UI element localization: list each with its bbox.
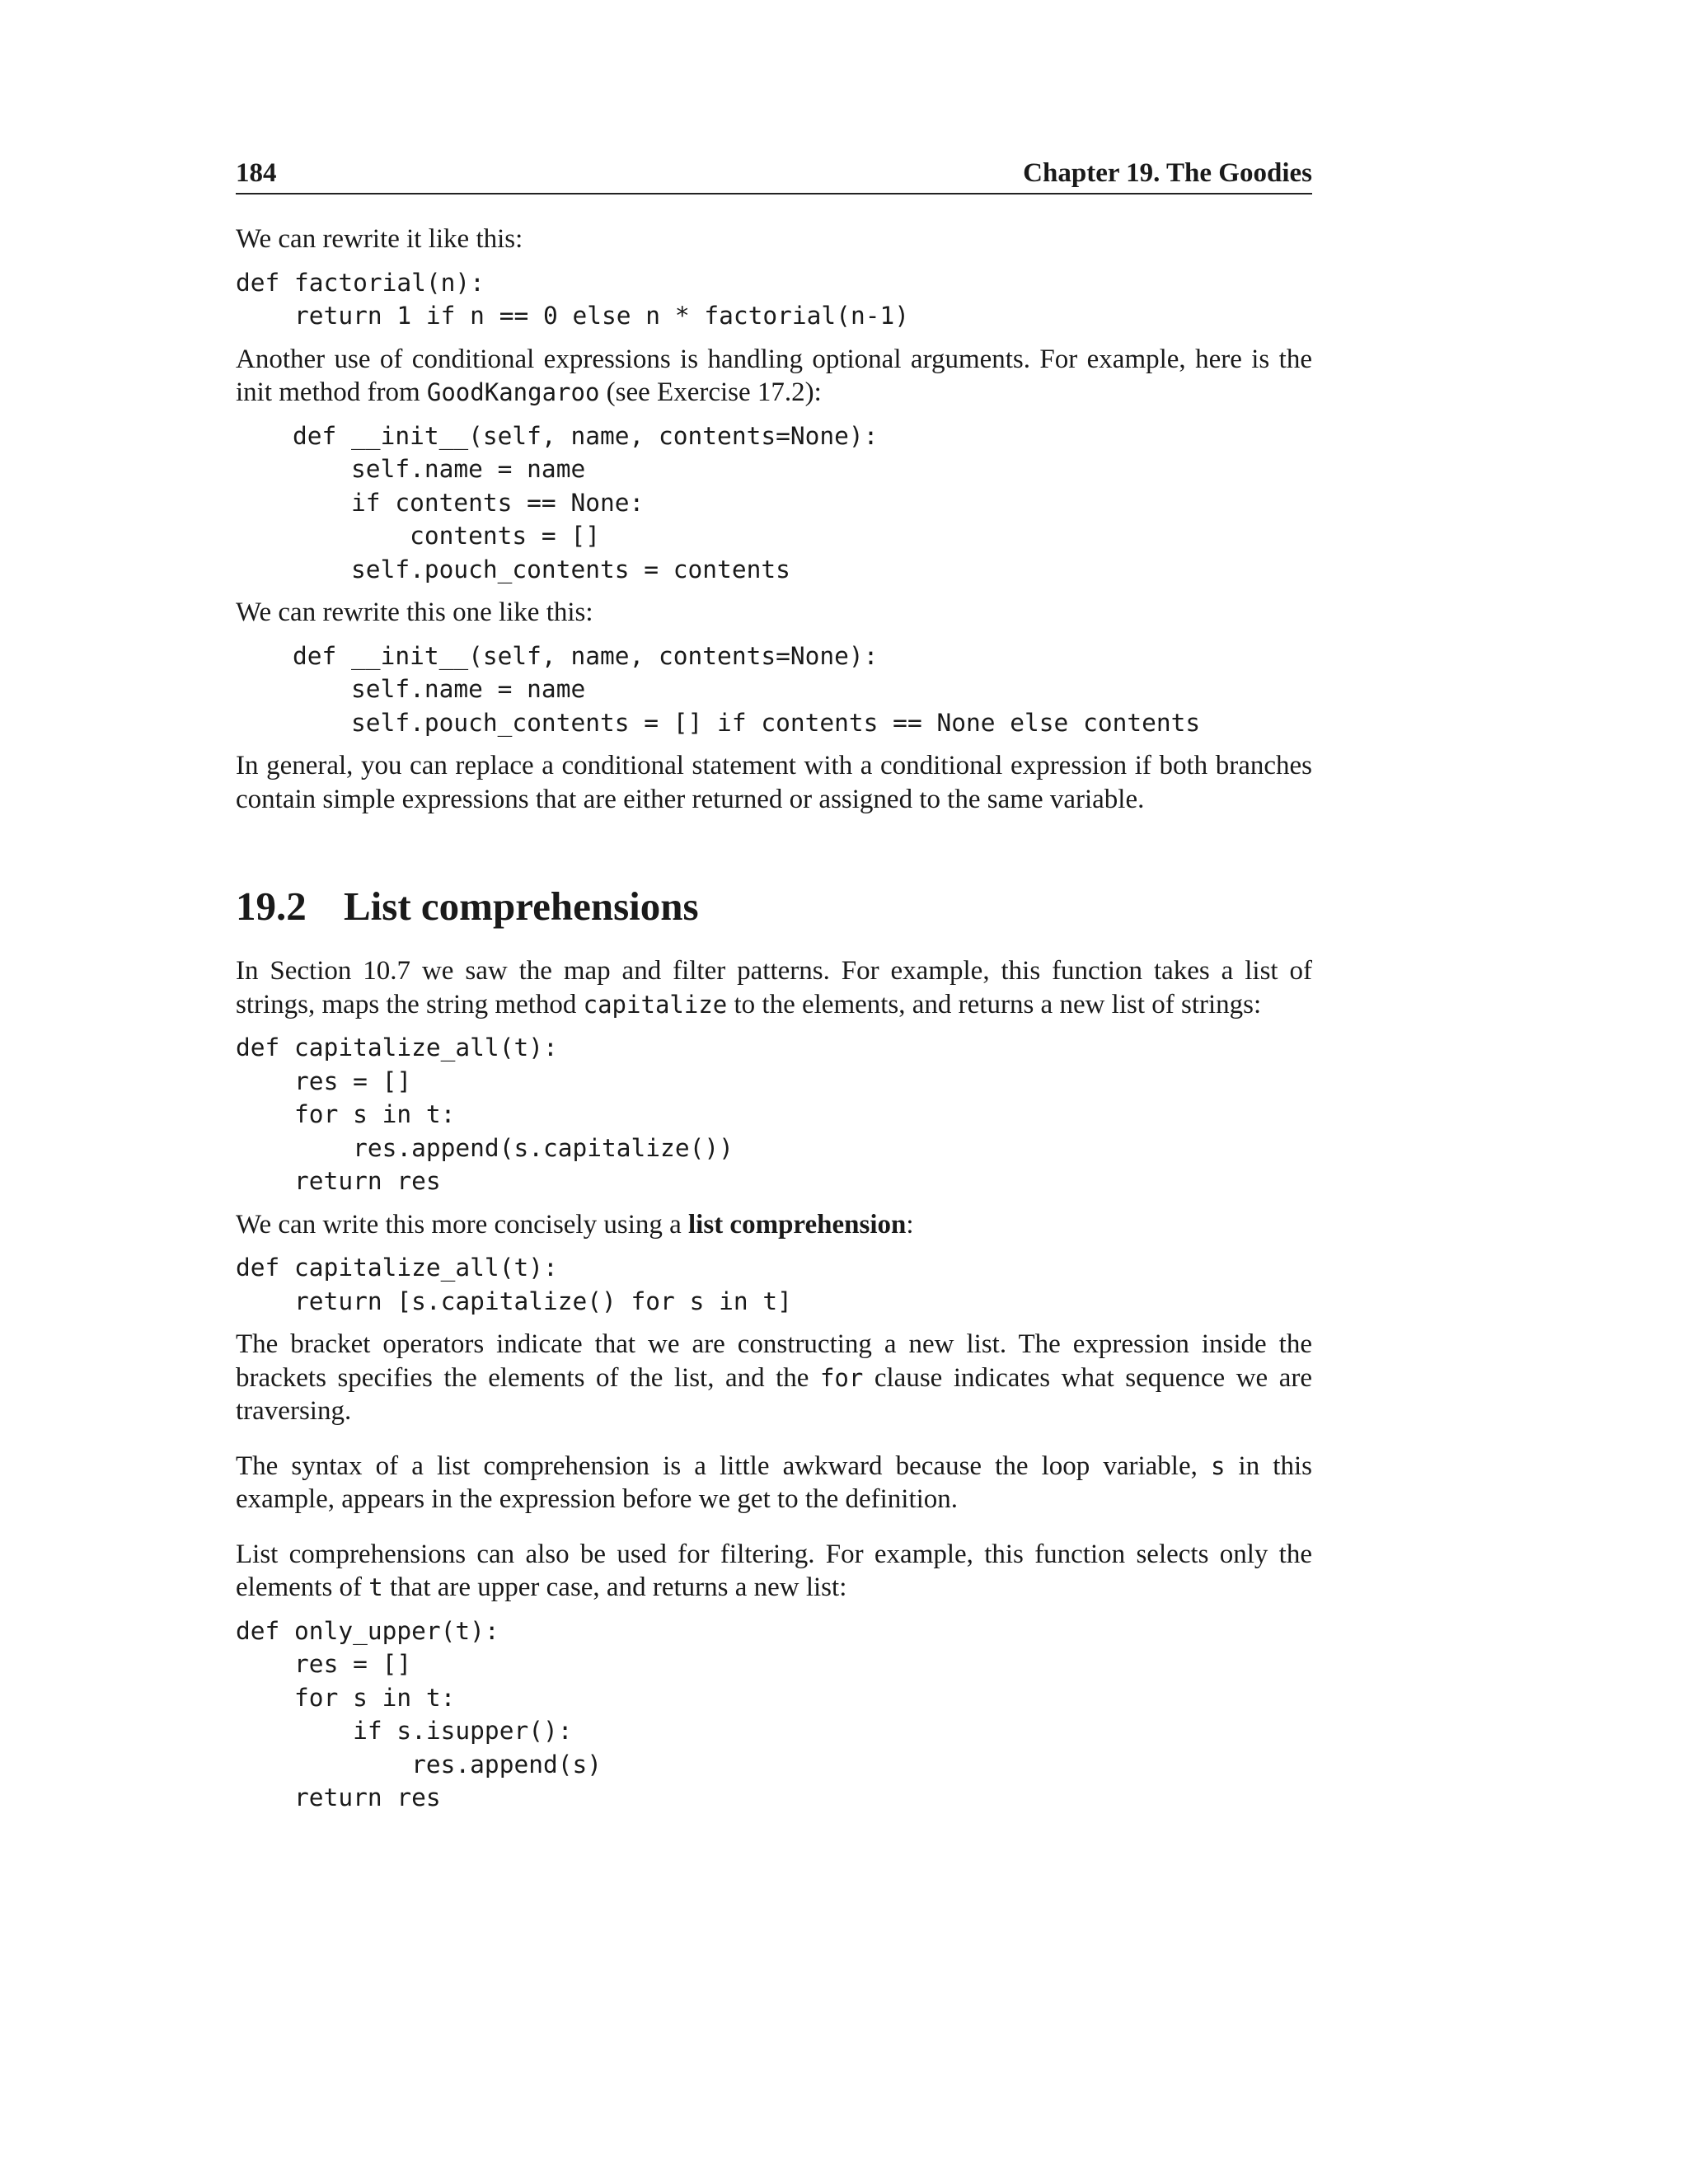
chapter-title: Chapter 19. The Goodies [1023,158,1312,188]
inline-code: t [368,1573,383,1601]
code-block-init-rewrite: def __init__(self, name, contents=None): self.name = name self.pouch_contents = [] if contents == None else contents [293,641,1201,737]
paragraph: List comprehensions can also be used for filtering. For example, this function selects only the elements of t that are upper case, and returns a new list: [236,1539,1312,1602]
paragraph: Another use of conditional expressions is handling optional arguments. For example, here is the init method from GoodKangaroo (see Exercise 17.2): [236,344,1312,407]
section-heading [236,883,1312,930]
code-block-init: def __init__(self, name, contents=None): self.name = name if contents == None: contents = [] self.pouch_contents = contents [293,421,879,583]
book-page [236,157,1312,1825]
paragraph: In Section 10.7 we saw the map and filter patterns. For example, this function takes a list of strings, maps the string method capitalize to the elements, and returns a new list of strings: [236,956,1312,1019]
paragraph: The syntax of a list comprehension is a little awkward because the loop variable, s in this example, appears in the expression before we get to the definition. [236,1451,1312,1514]
paragraph: The bracket operators indicate that we are constructing a new list. The expression inside the brackets specifies the elements of the list, and the for clause indicates what sequence we are traversing. [236,1329,1312,1426]
code-block-factorial: def factorial(n): return 1 if n == 0 else n * factorial(n-1) [236,268,909,330]
section-title: List comprehensions [344,883,699,929]
code-block-list-comprehension: def capitalize_all(t): return [s.capitalize() for s in t] [236,1254,792,1315]
inline-code: GoodKangaroo [426,378,600,406]
running-head [236,157,1312,194]
paragraph: We can write this more concisely using a list comprehension: [236,1209,914,1240]
inline-code: capitalize [583,990,728,1019]
inline-code: s [1210,1451,1226,1480]
section-number: 19.2 [236,883,307,929]
code-block-capitalize-all: def capitalize_all(t): res = [] for s in t: res.append(s.capitalize()) return res [236,1033,734,1195]
page-number: 184 [236,158,277,188]
paragraph: In general, you can replace a conditional statement with a conditional expression if both branches contain simple expressions that are either returned or assigned to the same variable. [236,751,1312,814]
paragraph: We can rewrite it like this: [236,224,523,254]
paragraph: We can rewrite this one like this: [236,598,593,627]
inline-code: for [819,1363,864,1392]
code-block-only-upper: def only_upper(t): res = [] for s in t: if s.isupper(): res.append(s) return res [236,1616,603,1811]
defined-term: list comprehension [688,1209,907,1240]
